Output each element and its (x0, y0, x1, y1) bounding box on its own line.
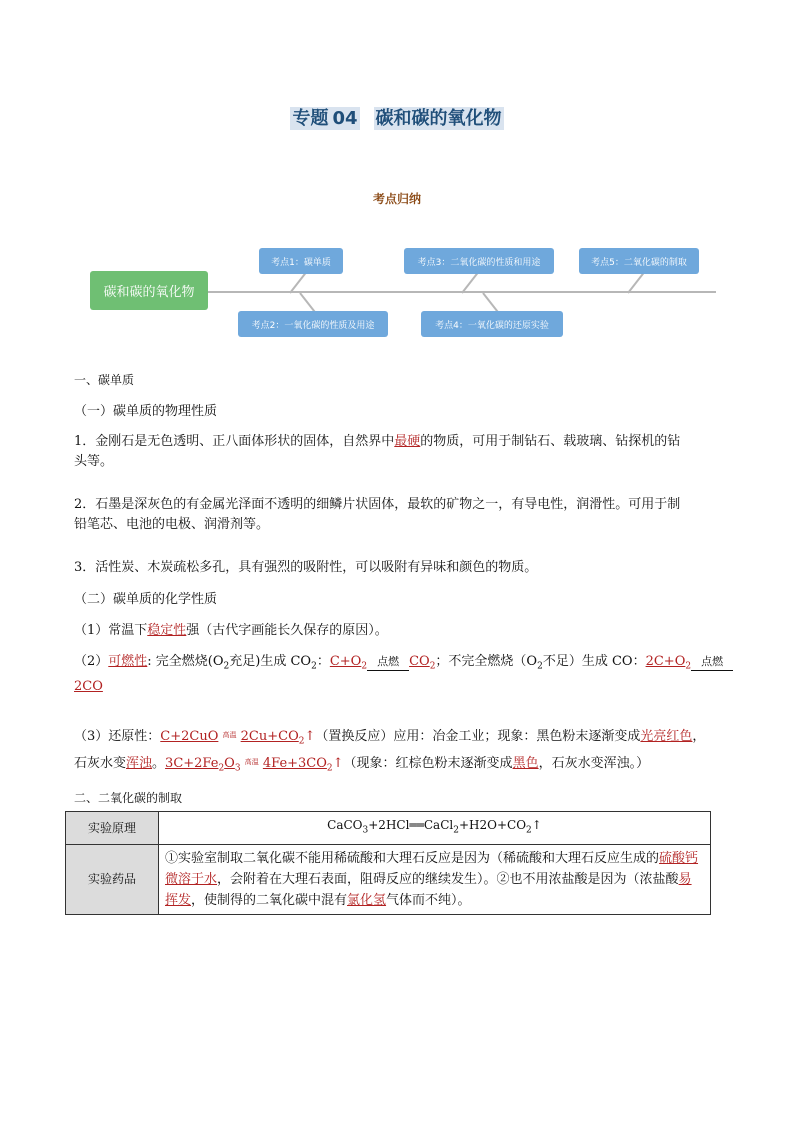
answer-hardest: 最硬 (394, 434, 421, 449)
mindmap-node-3: 考点3：二氧化碳的性质和用途 (404, 248, 554, 274)
row-label-reagents: 实验药品 (66, 845, 159, 915)
title-name: 碳和碳的氧化物 (375, 108, 502, 129)
mindmap-branch (482, 292, 498, 312)
page-title (0, 104, 794, 130)
co2-preparation-table (65, 811, 711, 915)
answer-combustibility: 可燃性 (108, 654, 148, 669)
mindmap-node-2: 考点2：一氧化碳的性质及用途 (238, 311, 388, 337)
mindmap-root: 碳和碳的氧化物 (90, 271, 208, 310)
section1-heading: 一、碳单质 (74, 373, 135, 387)
paragraph-diamond: 1．金刚石是无色透明、正八面体形状的固体，自然界中最硬的物质，可用于制钻石、载玻璃、钻探机的钻 头等。 (74, 434, 681, 469)
answer-stability: 稳定性 (147, 623, 187, 638)
section1-sub2: （二）碳单质的化学性质 (74, 592, 218, 607)
paragraph-charcoal: 3．活性炭、木炭疏松多孔，具有强烈的吸附性，可以吸附有异味和颜色的物质。 (74, 560, 538, 575)
property-reducibility: （3）还原性：C+2CuO $^{高温}$ $2Cu+CO_2↑$（置换反应）应用：冶金工业；现象：黑色粉末逐渐变成光亮红色， 石灰水变浑浊。$3C+2Fe_2O_3$ $^{高温}$ $4Fe+3CO_2↑$（现象：红棕色粉末逐渐变成黑色，石灰水变浑浊。） (74, 729, 706, 774)
table-row (66, 812, 711, 845)
table-row (66, 845, 711, 915)
title-number: 04 (332, 108, 358, 129)
reagent-notes: ①实验室制取二氧化碳不能用稀硫酸和大理石反应是因为（稀硫酸和大理石反应生成的硫酸钙微溶于水，会附着在大理石表面，阻碍反应的继续发生）。②也不用浓盐酸是因为（浓盐酸易挥发，使制得的二氧化碳中混有氯化氢气体而不纯）。 (159, 845, 711, 915)
mindmap-node-5: 考点5：二氧化碳的制取 (579, 248, 699, 274)
condition-ignite: 点燃 (691, 652, 733, 672)
section-subtitle: 考点归纳 (372, 192, 421, 206)
section1-sub1: （一）碳单质的物理性质 (74, 404, 218, 419)
row-label-principle: 实验原理 (66, 812, 159, 845)
reaction-equation: $CaCO_3+2HCl══CaCl_2+H2O+CO_2↑$ (159, 812, 711, 845)
mindmap-node-4: 考点4：一氧化碳的还原实验 (421, 311, 563, 337)
mindmap-branch (299, 292, 315, 312)
mindmap-node-1: 考点1：碳单质 (259, 248, 343, 274)
property-stability: （1）常温下稳定性强（古代字画能长久保存的原因）。 (74, 623, 388, 638)
section2-heading: 二、二氧化碳的制取 (74, 791, 183, 805)
condition-ignite: 点燃 (367, 652, 409, 672)
paragraph-graphite: 2．石墨是深灰色的有金属光泽面不透明的细鳞片状固体，最软的矿物之一，有导电性，润滑性。可用于制 铅笔芯、电池的电极、润滑剂等。 (74, 497, 681, 532)
title-prefix: 专题 (292, 108, 329, 129)
property-combustibility: （2）可燃性: 完全燃烧($O_2$充足)生成 $CO_2$：$C+O_2$ 点燃 $CO_2$；不完全燃烧（$O_2$不足）生成 CO：$2C+O_2$ 点燃 2CO (74, 652, 734, 697)
